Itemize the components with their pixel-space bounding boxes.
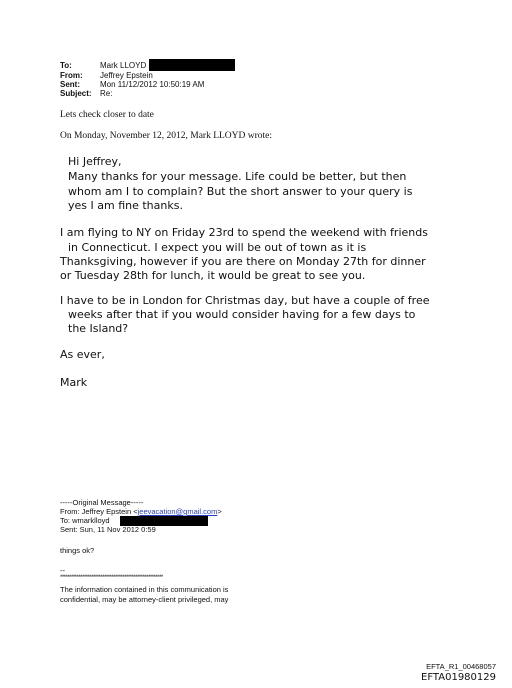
from-label: From: (60, 71, 83, 80)
from-value: Jeffrey Epstein (100, 71, 153, 80)
p3-line-2: weeks after that if you would consider having for a few days to (68, 308, 416, 321)
p3-line-1: I have to be in London for Christmas day, but have a couple of free (60, 294, 430, 307)
original-from (60, 507, 222, 516)
redaction-bar (149, 59, 235, 71)
original-from-prefix: From: Jeffrey Epstein < (60, 507, 138, 516)
signature-dash: -- (60, 566, 65, 575)
sent-label: Sent: (60, 80, 80, 89)
subject-label: Subject: (60, 89, 92, 98)
original-sent: Sent: Sun, 11 Nov 2012 0:59 (60, 525, 156, 534)
original-to: To: wmarklloyd (60, 516, 110, 525)
bates-number-1: EFTA_R1_00468057 (426, 662, 496, 671)
quote-intro: On Monday, November 12, 2012, Mark LLOYD wrote: (60, 131, 273, 141)
sent-value: Mon 11/12/2012 10:50:19 AM (100, 80, 205, 89)
to-label: To: (60, 61, 72, 70)
original-from-email-link[interactable]: jeevacation@gmail.com (137, 507, 218, 516)
p1-line-1: Many thanks for your message. Life could be better, but then (68, 170, 407, 183)
p1-line-2: whom am I to complain? But the short answer to your query is (68, 185, 413, 198)
disclaimer-line-1: The information contained in this communication is (60, 585, 229, 594)
p2-line-3: Thanksgiving, however if you are there on Monday 27th for dinner (60, 255, 426, 268)
p2-line-1: I am flying to NY on Friday 23rd to spend the weekend with friends (60, 226, 428, 239)
disclaimer-line-2: confidential, may be attorney-client privileged, may (60, 595, 229, 604)
closing: As ever, (60, 348, 105, 361)
bates-number-2: EFTA01980129 (421, 672, 496, 683)
original-body: things ok? (60, 546, 95, 555)
original-divider: -----Original Message----- (60, 498, 144, 507)
p3-line-3: the Island? (68, 322, 129, 335)
reply-text: Lets check closer to date (60, 110, 154, 120)
subject-value: Re: (100, 89, 113, 98)
p2-line-4: or Tuesday 28th for lunch, it would be great to see you. (60, 269, 366, 282)
to-value: Mark LLOYD (100, 61, 147, 70)
p2-line-2: in Connecticut. I expect you will be out of town as it is (68, 241, 367, 254)
p1-line-3: yes I am fine thanks. (68, 199, 183, 212)
signature: Mark (60, 376, 88, 389)
greeting: Hi Jeffrey, (68, 155, 122, 168)
original-from-suffix: > (217, 507, 222, 516)
stars-divider: ******************************************************** (60, 575, 163, 581)
